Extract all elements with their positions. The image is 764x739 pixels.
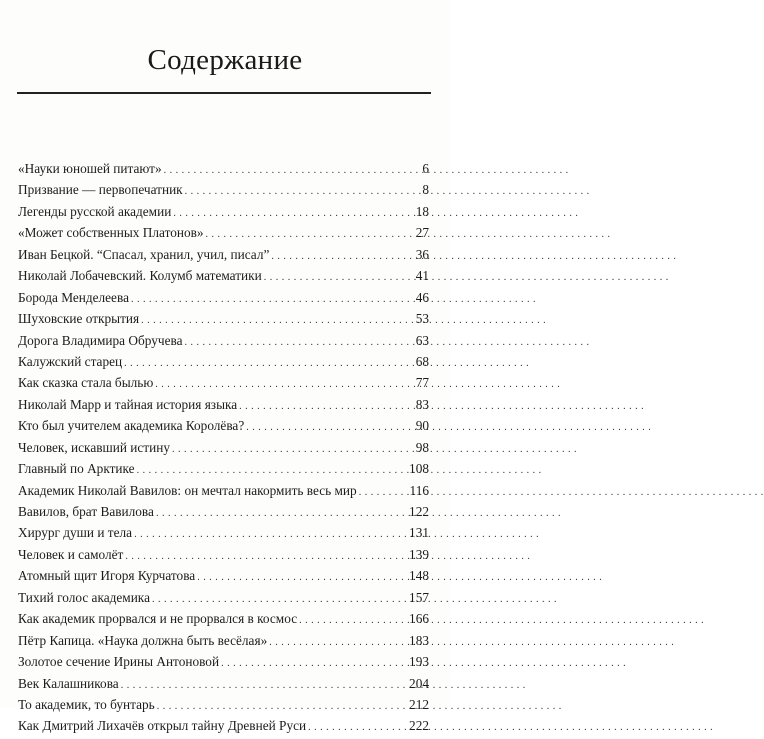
toc-entry[interactable] [18,415,429,436]
toc-entry-page: 27 [415,225,429,241]
toc-entry-page: 8 [422,182,429,198]
toc-leader-dots [197,565,407,588]
toc-entry-page: 53 [415,311,429,327]
toc-entry[interactable] [18,694,429,715]
toc-entry-title: Иван Бецкой. “Спасал, хранил, учил, писал” [18,246,270,262]
toc-entry-title: Кто был учителем академика Королёва? [18,418,245,434]
toc-entry-page: 108 [409,461,429,477]
toc-entry-page: 83 [415,396,429,412]
toc-leader-dots [221,651,407,674]
toc-entry-page: 63 [415,332,429,348]
toc-entry-title: Пётр Капица. «Наука должна быть весёлая» [18,632,268,648]
toc-entry[interactable] [18,394,429,415]
title-rule [17,92,431,94]
toc-entry-page: 116 [409,482,429,498]
toc-entry-page: 90 [415,418,429,434]
toc-leader-dots [137,458,407,481]
toc-entry[interactable] [18,437,429,458]
toc-leader-dots [185,179,421,202]
toc-entry-title: Тихий голос академика [18,589,150,605]
toc-entry-page: 18 [415,203,429,219]
toc-entry[interactable] [18,222,429,243]
toc-entry[interactable] [18,608,429,629]
toc-leader-dots [184,330,413,353]
toc-entry[interactable] [18,287,429,308]
toc-leader-dots [134,522,407,545]
toc-entry-page: 122 [409,504,429,519]
toc-entry-title: Николай Марр и тайная история языка [18,396,238,412]
toc-leader-dots [156,501,407,524]
toc-entry[interactable] [18,458,429,479]
toc-entry[interactable] [18,522,429,543]
toc-leader-dots [131,287,414,310]
toc-leader-dots [172,437,414,460]
toc-leader-dots [173,201,413,224]
toc-entry-page: 36 [415,246,429,262]
toc-entry-title: Борода Менделеева [18,289,129,305]
toc-leader-dots [152,587,407,610]
toc-entry-page: 46 [415,289,429,305]
toc-entry-page: 68 [415,353,429,369]
toc-leader-dots [164,158,421,181]
toc-entry[interactable] [18,244,429,265]
toc-entry-title: Главный по Арктике [18,461,135,477]
toc-leader-dots [239,394,414,417]
table-of-contents [18,158,429,737]
toc-entry-title: Как сказка стала былью [18,375,154,391]
toc-leader-dots [269,630,407,653]
toc-leader-dots [157,694,407,717]
toc-entry[interactable] [18,158,429,179]
toc-leader-dots [125,544,407,567]
toc-entry-page: 183 [409,632,429,648]
toc-entry-title: «Науки юношей питают» [18,161,162,176]
toc-entry-title: Николай Лобачевский. Колумб математики [18,268,262,284]
toc-leader-dots [308,715,407,738]
toc-entry-page: 41 [415,268,429,284]
toc-entry-page: 148 [409,568,429,584]
toc-entry[interactable] [18,544,429,565]
toc-entry-page: 204 [409,675,429,691]
toc-leader-dots [271,244,413,267]
toc-entry-title: Легенды русской академии [18,203,172,219]
toc-entry-page: 212 [409,696,429,712]
toc-entry-title: Хирург души и тела [18,525,133,541]
toc-leader-dots [155,372,413,395]
toc-entry-page: 157 [409,589,429,605]
toc-entry[interactable] [18,651,429,672]
toc-entry[interactable] [18,630,429,651]
toc-entry-title: Как Дмитрий Лихачёв открыл тайну Древней Руси [18,718,307,734]
toc-entry[interactable] [18,715,429,736]
toc-entry-page: 193 [409,654,429,670]
toc-entry-page: 6 [422,161,429,176]
toc-entry[interactable] [18,308,429,329]
toc-leader-dots [246,415,413,438]
toc-leader-dots [121,673,407,696]
toc-leader-dots [206,222,414,245]
toc-entry[interactable] [18,351,429,372]
toc-entry[interactable] [18,330,429,351]
toc-entry-page: 222 [409,718,429,734]
toc-entry-page: 139 [409,546,429,562]
toc-entry-page: 98 [415,439,429,455]
toc-entry-page: 166 [409,611,429,627]
toc-leader-dots [264,265,414,288]
toc-entry-title: Вавилов, брат Вавилова [18,504,154,519]
toc-entry-page: 77 [415,375,429,391]
toc-entry[interactable] [18,179,429,200]
toc-entry-title: Дорога Владимира Обручева [18,332,183,348]
toc-entry[interactable] [18,372,429,393]
toc-entry[interactable] [18,587,429,608]
toc-leader-dots [359,480,408,503]
toc-entry[interactable] [18,501,429,522]
toc-entry[interactable] [18,673,429,694]
toc-entry-title: «Может собственных Платонов» [18,225,204,241]
toc-entry-title: Атомный щит Игоря Курчатова [18,568,196,584]
toc-entry[interactable] [18,201,429,222]
toc-entry-title: Калужский старец [18,353,123,369]
toc-entry-title: То академик, то бунтарь [18,696,155,712]
toc-entry[interactable] [18,480,429,501]
toc-entry-title: Век Калашникова [18,675,119,691]
toc-entry-title: Золотое сечение Ирины Антоновой [18,654,220,670]
toc-leader-dots [141,308,414,331]
toc-entry[interactable] [18,265,429,286]
page-title: Содержание [147,44,303,76]
toc-leader-dots [124,351,414,374]
toc-entry-title: Шуховские открытия [18,311,140,327]
toc-entry-title: Как академик прорвался и не прорвался в космос [18,611,298,627]
toc-entry[interactable] [18,565,429,586]
toc-entry-title: Человек, искавший истину [18,439,170,455]
toc-entry-title: Человек и самолёт [18,546,124,562]
toc-leader-dots [299,608,407,631]
toc-entry-title: Академик Николай Вавилов: он мечтал накормить весь мир [18,482,357,498]
toc-entry-page: 131 [409,525,429,541]
toc-entry-title: Призвание — первопечатник [18,182,183,198]
